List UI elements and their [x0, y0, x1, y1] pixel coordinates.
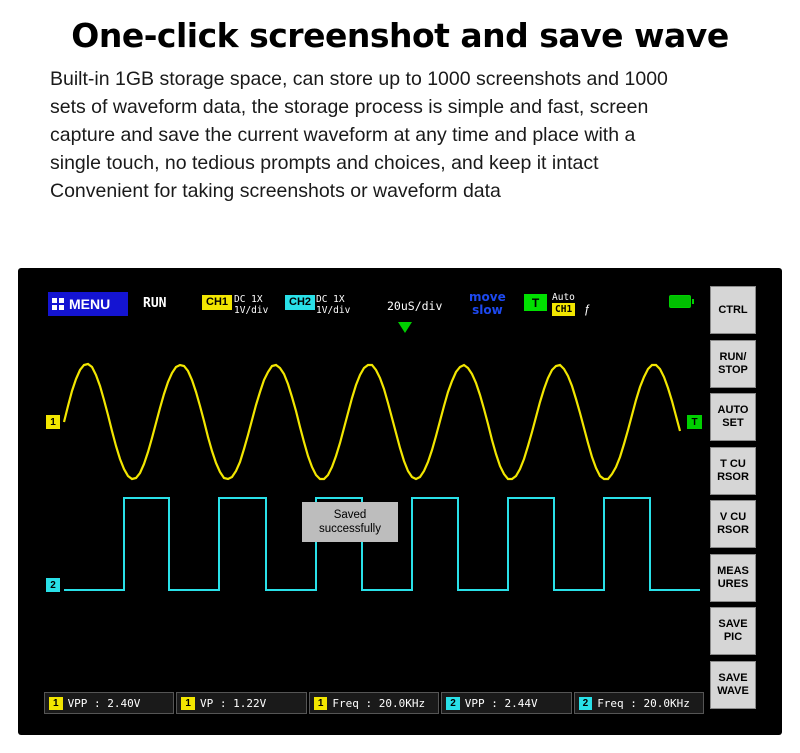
page-title: One-click screenshot and save wave [71, 16, 729, 55]
save-pic-label-1: SAVE [718, 618, 748, 630]
ch1-trace [64, 364, 680, 479]
save-wave-label-1: SAVE [718, 671, 748, 684]
run-stop-label-1: RUN/ [719, 350, 747, 363]
measurement-channel-badge: 1 [181, 697, 195, 710]
battery-full-icon [669, 295, 691, 308]
t-cursor-label-2: RSOR [717, 470, 749, 483]
trigger-mode-label[interactable]: Auto [552, 292, 575, 303]
description-line-3: capture and save the current waveform at any time and place with a [50, 124, 636, 146]
measurement-item[interactable] [44, 692, 174, 714]
ch1-settings[interactable] [234, 294, 268, 316]
measurement-item[interactable] [309, 692, 439, 714]
ch2-settings[interactable] [316, 294, 350, 316]
measurement-item[interactable] [441, 692, 571, 714]
oscilloscope-screen [44, 286, 704, 716]
waveform-plot[interactable] [44, 322, 704, 677]
save-wave-button[interactable] [710, 661, 756, 709]
ch1-badge[interactable]: CH1 [202, 295, 232, 310]
ch1-coupling: DC 1X [234, 294, 263, 305]
status-bar [44, 286, 704, 322]
measurement-item[interactable] [574, 692, 704, 714]
toast-line-1: Saved [333, 509, 367, 521]
timebase-label[interactable]: 20uS/div [387, 299, 443, 313]
ctrl-button[interactable] [710, 286, 756, 334]
measurement-item[interactable] [176, 692, 306, 714]
v-cursor-button[interactable] [710, 500, 756, 548]
measurement-channel-badge: 1 [314, 697, 328, 710]
run-state-label[interactable]: RUN [143, 296, 167, 311]
menu-button[interactable] [48, 292, 128, 316]
measurement-bar [44, 692, 704, 714]
measures-label-2: URES [717, 577, 749, 590]
trigger-edge-icon[interactable]: ƒ [584, 302, 591, 316]
toast-saved-successfully [302, 502, 398, 542]
run-stop-button[interactable] [710, 340, 756, 388]
trigger-source-label[interactable]: CH1 [552, 303, 575, 316]
ch2-badge[interactable]: CH2 [285, 295, 315, 310]
ctrl-button-label: CTRL [718, 303, 748, 316]
measurement-channel-badge: 1 [49, 697, 63, 710]
description-line-1: Built-in 1GB storage space, can store up to 1000 screenshots and 1000 [50, 68, 668, 90]
measurement-channel-badge: 2 [579, 697, 593, 710]
ch2-coupling: DC 1X [316, 294, 345, 305]
v-cursor-label-1: V CU [719, 511, 747, 523]
waveform-traces [44, 322, 704, 677]
measures-label-1: MEAS [717, 564, 749, 577]
save-pic-label-2: PIC [723, 631, 743, 643]
run-stop-label-2: STOP [718, 363, 748, 376]
measurement-value: VPP : 2.40V [67, 696, 141, 710]
description-block [0, 65, 800, 205]
side-button-panel [710, 286, 758, 716]
auto-set-label-2: SET [722, 417, 744, 429]
measurement-value: Freq : 20.0KHz [332, 696, 426, 710]
description-line-5: Convenient for taking screenshots or waveform data [50, 180, 501, 202]
ch2-ground-marker[interactable]: 2 [46, 578, 60, 592]
measures-button[interactable] [710, 554, 756, 602]
t-cursor-button[interactable] [710, 447, 756, 495]
toast-line-2: successfully [319, 523, 381, 535]
trigger-badge[interactable]: T [524, 294, 547, 311]
description-line-2: sets of waveform data, the storage process is simple and fast, screen [50, 96, 649, 118]
oscilloscope-device [18, 268, 782, 735]
measurement-value: Freq : 20.0KHz [597, 696, 690, 710]
ch2-scale: 1V/div [316, 305, 351, 316]
t-cursor-label-1: T CU [720, 457, 746, 470]
grid-icon [52, 298, 64, 310]
ch1-scale: 1V/div [234, 305, 269, 316]
measurement-value: VPP : 2.44V [464, 696, 538, 710]
trigger-level-marker[interactable]: T [687, 415, 702, 429]
ch1-ground-marker[interactable]: 1 [46, 415, 60, 429]
menu-button-label: MENU [69, 296, 111, 312]
auto-set-button[interactable] [710, 393, 756, 441]
measurement-channel-badge: 2 [446, 697, 460, 710]
description-line-4: single touch, no tedious prompts and choices, and keep it intact [50, 152, 599, 174]
page-root [0, 16, 800, 753]
move-speed-toggle[interactable] [469, 291, 506, 317]
auto-set-label-1: AUTO [717, 404, 749, 416]
save-pic-button[interactable] [710, 607, 756, 655]
save-wave-label-2: WAVE [717, 684, 749, 697]
measurement-value: VP : 1.22V [199, 696, 267, 710]
v-cursor-label-2: RSOR [717, 524, 749, 536]
move-speed-line-1: move [469, 290, 506, 304]
move-speed-line-2: slow [472, 303, 503, 317]
